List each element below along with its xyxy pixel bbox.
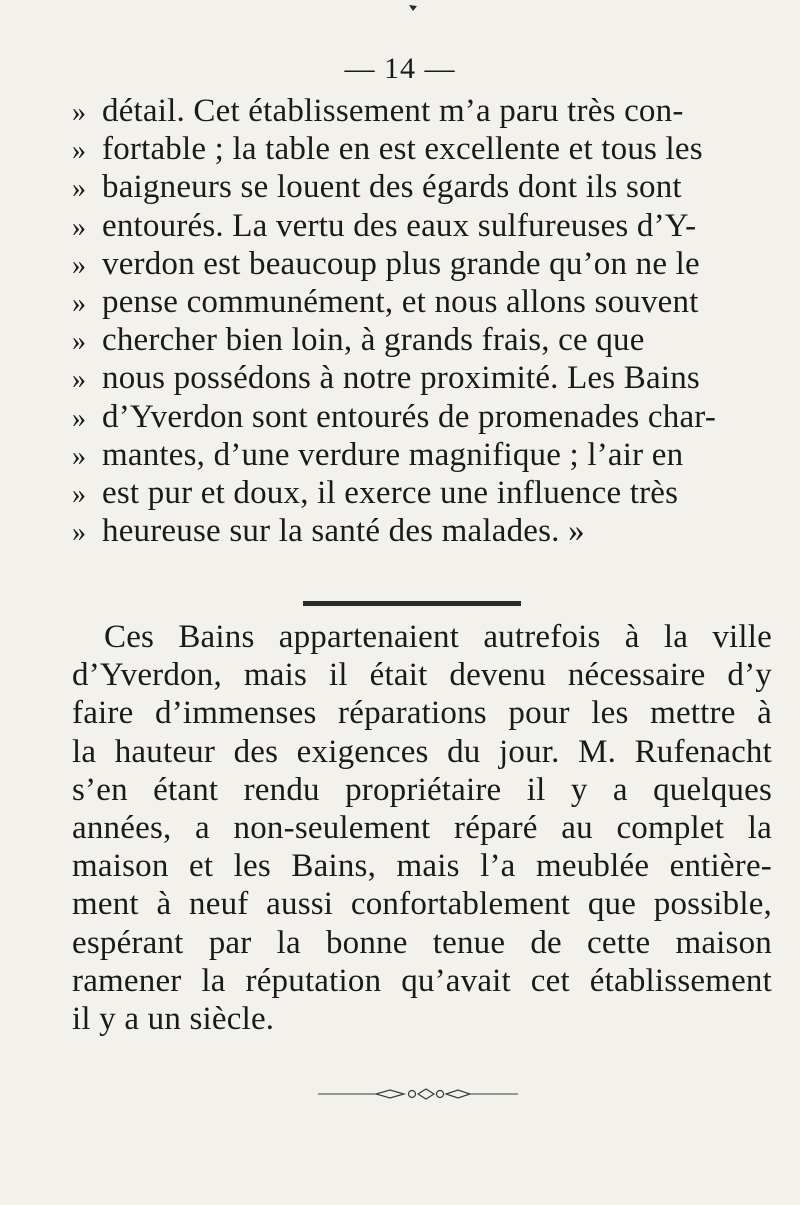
paragraph-line: Ces Bains appartenaient autrefois à la ville <box>104 619 772 655</box>
paragraph-line: espérant par la bonne tenue de cette maison <box>72 924 772 961</box>
quote-line-text: heureuse sur la santé des malades. » <box>102 513 585 550</box>
quote-line <box>72 512 772 550</box>
paragraph-line: maison et les Bains, mais l’a meublée entière- <box>72 848 772 885</box>
guillemet: » <box>72 287 87 319</box>
guillemet: » <box>72 364 87 396</box>
guillemet: » <box>72 517 87 549</box>
quote-line <box>72 207 772 245</box>
guillemet: » <box>72 478 87 510</box>
quote-line <box>72 436 772 474</box>
page-number: — 14 — <box>344 52 456 85</box>
paragraph-line: s’en étant rendu propriétaire il y a quelques <box>72 771 772 808</box>
quote-line-text: d’Yverdon sont entourés de promenades char- <box>102 398 717 435</box>
guillemet: » <box>72 135 87 167</box>
quote-line-text: chercher bien loin, à grands frais, ce que <box>102 322 645 359</box>
paragraph-line: faire d’immenses réparations pour les mettre à <box>72 695 772 732</box>
ornament-tailpiece-icon <box>318 1087 518 1101</box>
paragraph-line: la hauteur des exigences du jour. M. Rufenacht <box>72 733 772 770</box>
quote-line <box>72 92 772 130</box>
quote-line-text: pense communément, et nous allons souvent <box>102 283 699 320</box>
quote-line-text: détail. Cet établissement m’a paru très con- <box>102 93 684 129</box>
quote-line-text: est pur et doux, il exerce une influence très <box>102 474 679 511</box>
quote-line-text: nous possédons à notre proximité. Les Bains <box>102 360 700 397</box>
guillemet: » <box>72 249 87 281</box>
quote-line <box>72 245 772 283</box>
guillemet: » <box>72 326 87 358</box>
quote-line-text: entourés. La vertu des eaux sulfureuses d’Y- <box>102 207 697 244</box>
guillemet: » <box>72 402 87 434</box>
guillemet: » <box>72 440 87 472</box>
quote-line <box>72 359 772 397</box>
ink-mark-icon <box>408 4 418 12</box>
quote-line <box>72 283 772 321</box>
quote-line <box>72 130 772 168</box>
quote-block <box>72 92 772 550</box>
paragraph-line: années, a non-seulement réparé au complet la <box>72 809 772 846</box>
paragraph-line: ment à neuf aussi confortablement que possible, <box>72 886 772 923</box>
paragraph-line: il y a un siècle. <box>72 1000 275 1037</box>
quote-line <box>72 398 772 436</box>
guillemet: » <box>72 173 87 205</box>
paragraph-line: d’Yverdon, mais il était devenu nécessaire d’y <box>72 657 772 694</box>
quote-line-text: verdon est beaucoup plus grande qu’on ne le <box>102 245 700 282</box>
paragraph-line: ramener la réputation qu’avait cet établissement <box>72 962 772 999</box>
divider-rule <box>303 601 521 606</box>
quote-line <box>72 321 772 359</box>
guillemet: » <box>72 97 87 128</box>
quote-line-text: fortable ; la table en est excellente et tous les <box>102 131 703 168</box>
quote-line <box>72 168 772 206</box>
quote-line-text: baigneurs se louent des égards dont ils sont <box>102 169 682 206</box>
quote-line-text: mantes, d’une verdure magnifique ; l’air en <box>102 436 684 473</box>
quote-line <box>72 474 772 512</box>
body-paragraph <box>72 618 772 1038</box>
guillemet: » <box>72 211 87 243</box>
